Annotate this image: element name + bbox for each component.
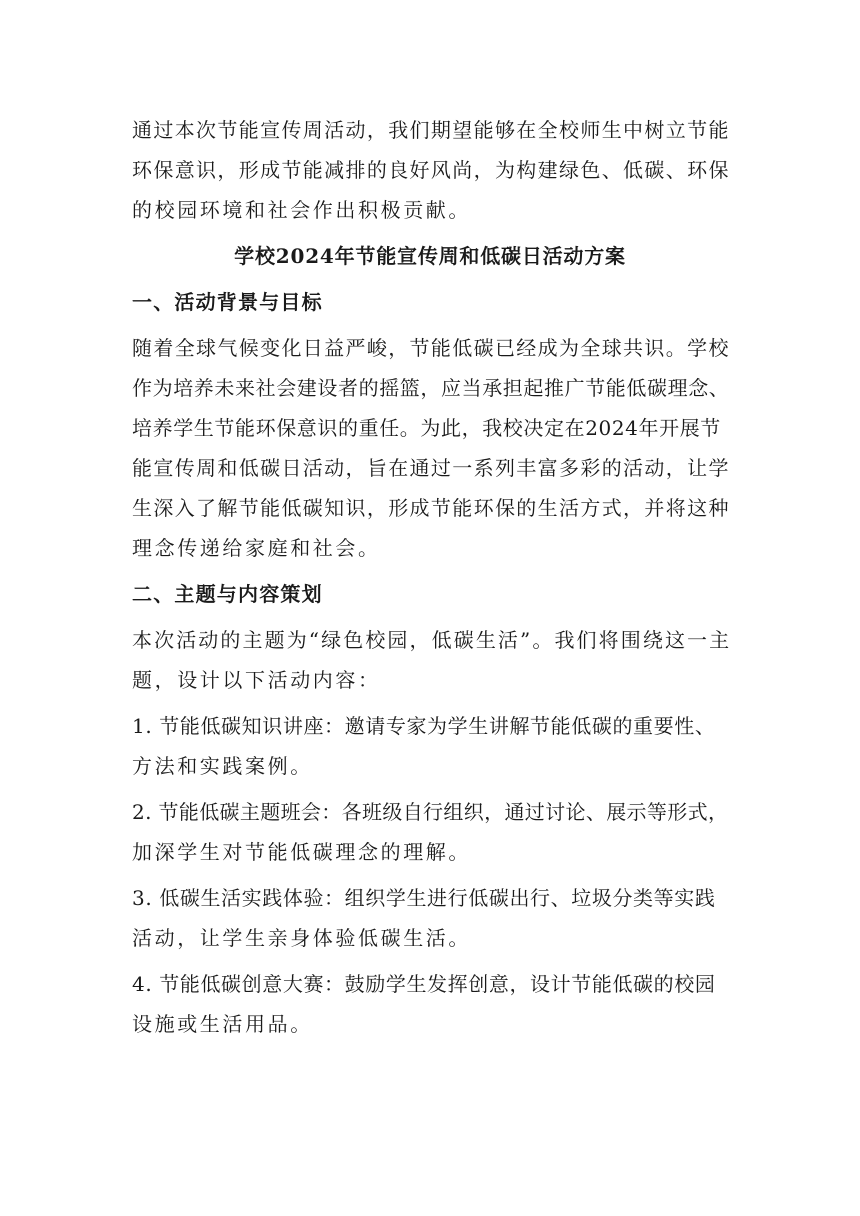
text-line: 题，设计以下活动内容： bbox=[132, 668, 381, 692]
document-title: 学校2024年节能宣传周和低碳日活动方案 bbox=[234, 244, 626, 268]
text-line: 作为培养未来社会建设者的摇篮，应当承担起推广节能低碳理念、 bbox=[132, 376, 730, 400]
intro-paragraph bbox=[132, 110, 728, 230]
text-line: 培养学生节能环保意识的重任。为此，我校决定在2024年开展节 bbox=[132, 416, 721, 440]
document-body bbox=[132, 110, 732, 1044]
text-line: 通过本次节能宣传周活动，我们期望能够在全校师生中树立节能 bbox=[132, 118, 730, 142]
list-item-practice bbox=[132, 878, 728, 958]
list-item-class-meeting bbox=[132, 792, 728, 872]
text-line: 设施或生活用品。 bbox=[132, 1012, 313, 1036]
theme-paragraph bbox=[132, 620, 732, 700]
text-line: 随着全球气候变化日益严峻，节能低碳已经成为全球共识。学校 bbox=[132, 336, 730, 360]
text-line: 4. 节能低碳创意大赛：鼓励学生发挥创意，设计节能低碳的校园 bbox=[132, 972, 716, 996]
text-line: 能宣传周和低碳日活动，旨在通过一系列丰富多彩的活动，让学 bbox=[132, 456, 730, 480]
text-line: 1. 节能低碳知识讲座：邀请专家为学生讲解节能低碳的重要性、 bbox=[132, 714, 716, 738]
text-line: 方法和实践案例。 bbox=[132, 754, 313, 778]
section-heading-theme: 二、主题与内容策划 bbox=[132, 582, 323, 606]
text-line: 2. 节能低碳主题班会：各班级自行组织，通过讨论、展示等形式， bbox=[132, 800, 729, 824]
background-paragraph bbox=[132, 328, 728, 568]
list-item-lecture bbox=[132, 706, 728, 786]
text-line: 活动，让学生亲身体验低碳生活。 bbox=[132, 926, 471, 950]
text-line: 本次活动的主题为“绿色校园，低碳生活”。我们将围绕这一主 bbox=[132, 628, 732, 652]
text-line: 3. 低碳生活实践体验：组织学生进行低碳出行、垃圾分类等实践 bbox=[132, 886, 716, 910]
text-line: 加深学生对节能低碳理念的理解。 bbox=[132, 840, 471, 864]
text-line: 理念传递给家庭和社会。 bbox=[132, 536, 381, 560]
list-item-contest bbox=[132, 964, 728, 1044]
text-line: 的校园环境和社会作出积极贡献。 bbox=[132, 198, 471, 222]
text-line: 环保意识，形成节能减排的良好风尚，为构建绿色、低碳、环保 bbox=[132, 158, 730, 182]
section-heading-background: 一、活动背景与目标 bbox=[132, 290, 323, 314]
text-line: 生深入了解节能低碳知识，形成节能环保的生活方式，并将这种 bbox=[132, 496, 730, 520]
